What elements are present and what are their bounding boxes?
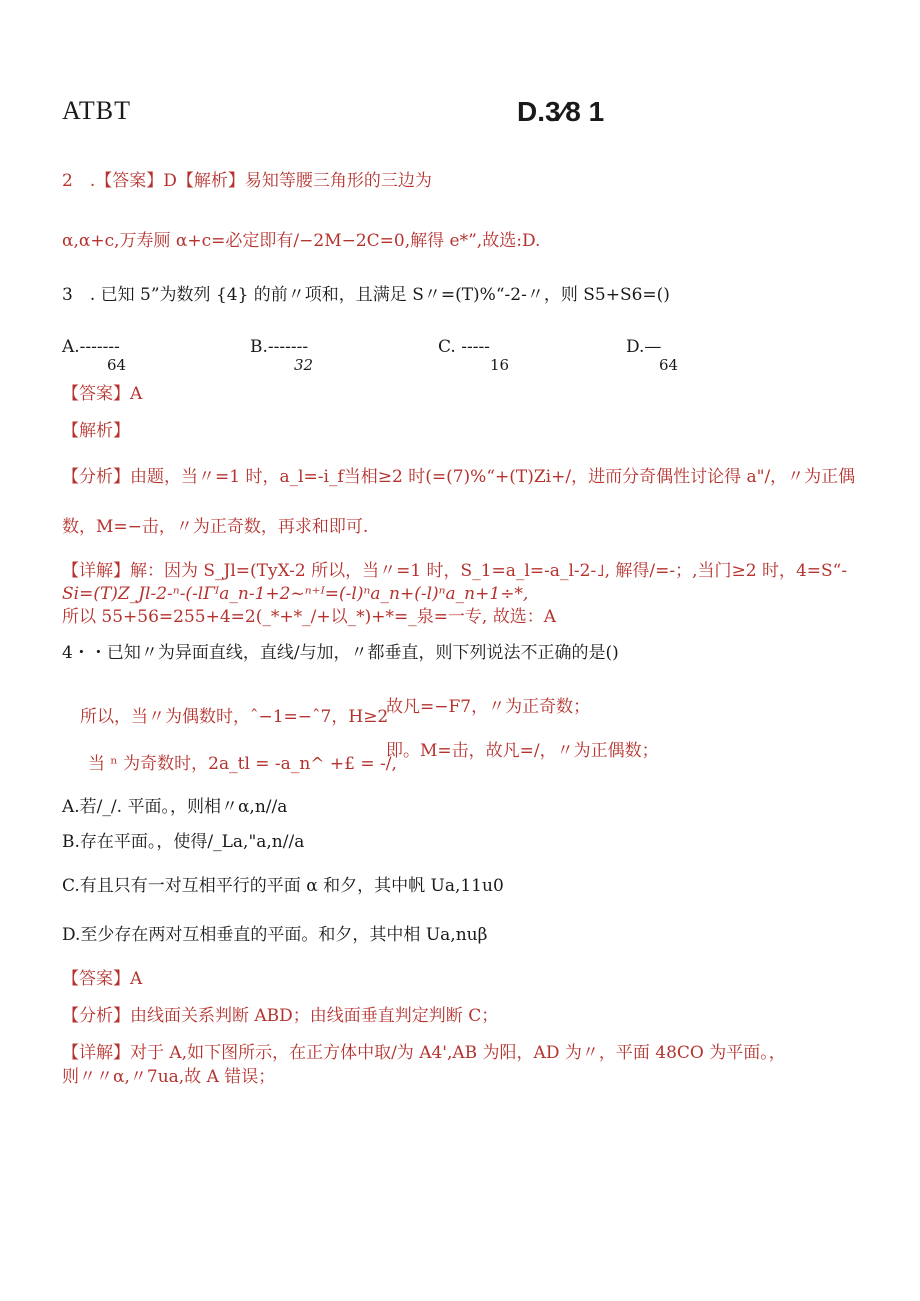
header-left: ATBT <box>62 96 131 125</box>
q3-option-d-denom: 64 <box>659 356 679 374</box>
q4-option-b: B.存在平面。，使得/_La,"a,n//a <box>62 832 305 852</box>
q3-option-a-denom: 64 <box>107 356 127 374</box>
q3-option-b: B.------- <box>250 337 309 357</box>
q2-answer-line: 2 .【答案】D【解析】易知等腰三角形的三边为 <box>62 171 432 191</box>
q4-analysis: 【分析】由线面关系判断 ABD；由线面垂直判定判断 C； <box>62 1006 499 1026</box>
q4-option-d: D.至少存在两对互相垂直的平面。和夕，其中相 Ua,nuβ <box>62 925 488 945</box>
q3-side-left-line1: 所以，当〃为偶数时，ˆ−1=−ˆ7，H≥2 <box>80 707 389 727</box>
header-right: D.3⁄8 1 <box>517 96 605 127</box>
q3-side-right-line2: 即。M=击，故凡=/，〃为正偶数； <box>386 741 659 761</box>
q4-stem: 4・・已知〃为异面直线，直线/与加，〃都垂直，则下列说法不正确的是() <box>62 643 619 663</box>
q3-side-left-line2: 当 ⁿ 为奇数时，2a_tl = -a_n^ +£ = -/, <box>88 754 397 774</box>
q3-option-a: A.------- <box>62 337 120 357</box>
q3-detail-line1: 【详解】解：因为 S_Jl=(TyX-2 所以，当〃=1 时，S_1=a_l=-a_l-2-˩, 解得/=-；,当门≥2 时，4=S“- <box>62 561 848 581</box>
q3-option-c: C. ----- <box>438 337 490 357</box>
q3-answer: 【答案】A <box>62 384 143 404</box>
q3-detail-line2: Si=(T)Z_Jl-2-ⁿ-(-lΓᴵa_n-1+2~ⁿ⁺ᴵ=(-l)ⁿa_n+(-l)ⁿa_n+1÷*, <box>62 584 529 604</box>
q3-analysis-line2: 数，M=−击，〃为正奇数，再求和即可. <box>62 517 369 537</box>
q3-detail-line3: 所以 55+56=255+4=2(_*+*_/+以_*)+*=_泉=一专, 故选：A <box>62 607 557 627</box>
q4-option-a: A.若/_/. 平面。，则相〃α,n//a <box>62 797 288 817</box>
q3-option-d: D.— <box>626 337 662 357</box>
q4-detail-line1: 【详解】对于 A,如下图所示，在正方体中取/为 A4',AB 为阳，AD 为〃，平面 48CO 为平面。， <box>62 1043 786 1063</box>
q4-option-c: C.有且只有一对互相平行的平面 α 和夕，其中帆 Ua,11u0 <box>62 876 504 896</box>
q3-side-right-line1: 故凡=−F7，〃为正奇数； <box>386 697 591 717</box>
q3-option-b-denom: 32 <box>294 356 314 374</box>
q3-jiexi: 【解析】 <box>62 421 130 441</box>
q3-analysis-line1: 【分析】由题，当〃=1 时，a_l=-i_f当相≥2 时(=(7)%“+(T)Zi+/，进而分奇偶性讨论得 a"/，〃为正偶 <box>62 467 856 487</box>
q3-stem: 3 . 已知 5”为数列 {4} 的前〃项和，且满足 S〃=(T)%“-2-〃，则 S5+S6=() <box>62 285 670 305</box>
q2-derivation: α,α+c,万寿厕 α+c=必定即有/−2M−2C=0,解得 e*”,故选:D. <box>62 231 541 251</box>
q4-answer: 【答案】A <box>62 969 143 989</box>
q4-detail-line2: 则〃〃α,〃7ua,故 A 错误； <box>62 1067 276 1087</box>
q3-option-c-denom: 16 <box>490 356 510 374</box>
